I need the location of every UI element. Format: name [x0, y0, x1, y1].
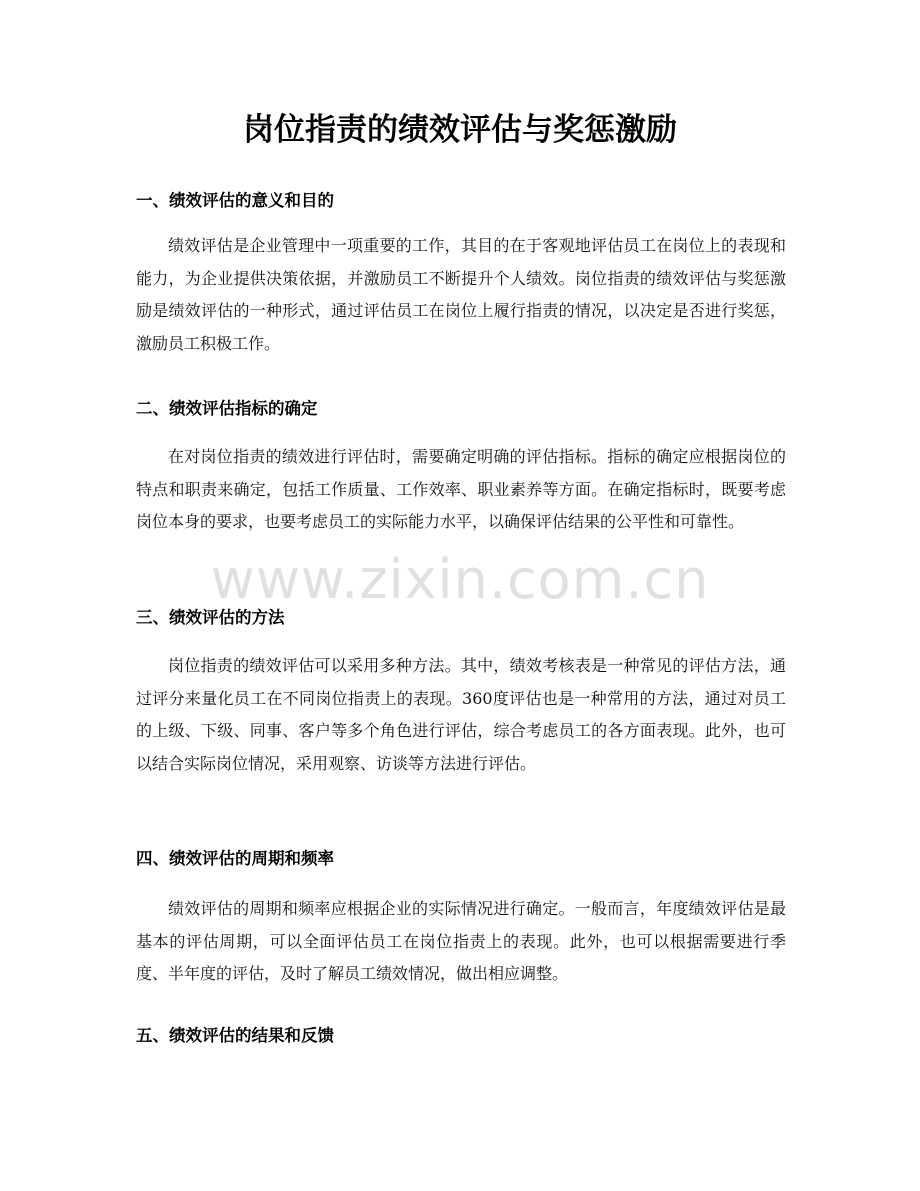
section-body-1: 绩效评估是企业管理中一项重要的工作，其目的在于客观地评估员工在岗位上的表现和能力，为企业提供决策依据，并激励员工不断提升个人绩效。岗位指责的绩效评估与奖惩激励是绩效评估的一种形式，通过评估员工在岗位上履行指责的情况，以决定是否进行奖惩，激励员工积极工作。 [136, 236, 786, 353]
section-heading-2: 二、绩效评估指标的确定 [136, 399, 318, 418]
watermark: www.zixin.com.cn [210, 548, 710, 611]
section-heading-1: 一、绩效评估的意义和目的 [136, 191, 334, 210]
section-heading-4: 四、绩效评估的周期和频率 [136, 849, 334, 868]
document-title: 岗位指责的绩效评估与奖惩激励 [243, 112, 677, 148]
section-body-4: 绩效评估的周期和频率应根据企业的实际情况进行确定。一般而言，年度绩效评估是最基本的评估周期，可以全面评估员工在岗位指责上的表现。此外，也可以根据需要进行季度、半年度的评估，及时了解员工绩效情况，做出相应调整。 [136, 899, 786, 983]
section-body-2: 在对岗位指责的绩效进行评估时，需要确定明确的评估指标。指标的确定应根据岗位的特点和职责来确定，包括工作质量、工作效率、职业素养等方面。在确定指标时，既要考虑岗位本身的要求，也要考虑员工的实际能力水平，以确保评估结果的公平性和可靠性。 [136, 447, 786, 531]
section-heading-5: 五、绩效评估的结果和反馈 [136, 1026, 334, 1045]
section-heading-3: 三、绩效评估的方法 [136, 608, 285, 627]
section-body-3: 岗位指责的绩效评估可以采用多种方法。其中，绩效考核表是一种常见的评估方法，通过评分来量化员工在不同岗位指责上的表现。360度评估也是一种常用的方法，通过对员工的上级、下级、同事、客户等多个角色进行评估，综合考虑员工的各方面表现。此外，也可以结合实际岗位情况，采用观察、访谈等方法进行评估。 [136, 656, 786, 773]
